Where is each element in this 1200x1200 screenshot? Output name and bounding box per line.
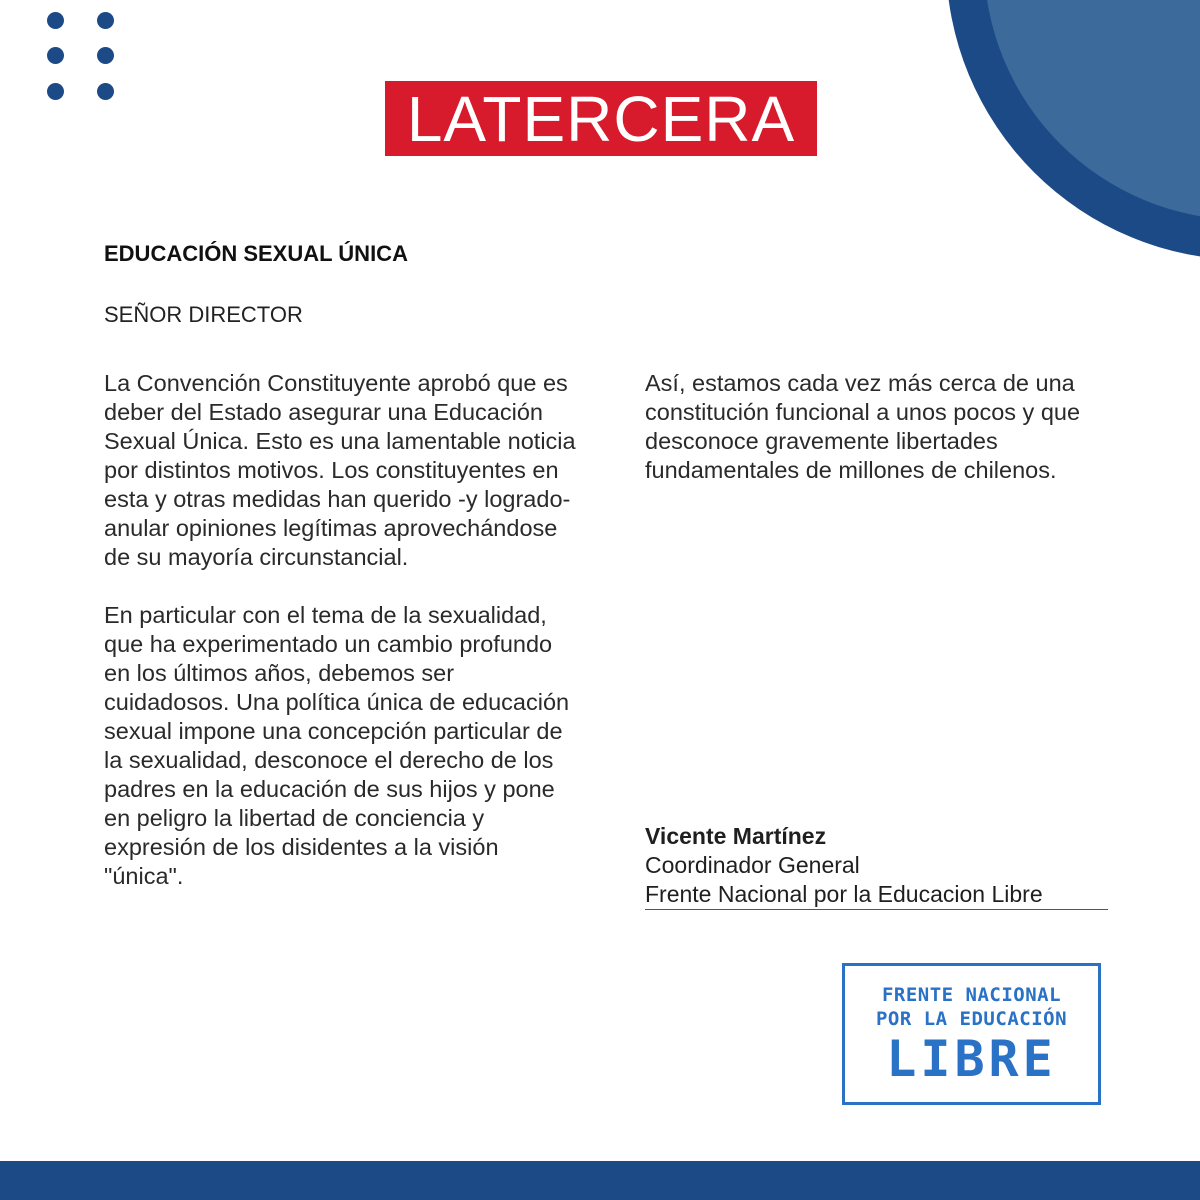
letter-paragraph: En particular con el tema de la sexualidad, que ha experimentado un cambio profundo en los últimos años, debemos ser cuidadosos. Una política única de educación sexual impone una concepción particular de la sexualidad, desconoce el derecho de los padres en la educación de sus hijos y pone en peligro la libertad de conciencia y expresión de los disidentes a la visión "única". <box>104 602 570 889</box>
footer-bar <box>0 1161 1200 1200</box>
signature-block <box>645 822 1108 910</box>
dot <box>47 12 64 29</box>
dot <box>97 83 114 100</box>
badge-line-2: POR LA EDUCACIÓN <box>875 1008 1068 1030</box>
letter-column-left <box>104 369 584 891</box>
signature-name: Vicente Martínez <box>645 823 827 849</box>
organization-badge <box>842 963 1101 1105</box>
letter-paragraph: La Convención Constituyente aprobó que es deber del Estado asegurar una Educación Sexual Única. Esto es una lamentable noticia por distintos motivos. Los constituyentes en esta y otras medidas han querido -y logrado- anular opiniones legítimas aprovechándose de su mayoría circunstancial. <box>104 370 576 570</box>
letter-headline: EDUCACIÓN SEXUAL ÚNICA <box>104 241 408 266</box>
newspaper-logo: LATERCERA <box>385 81 817 156</box>
dot <box>47 47 64 64</box>
letter-column-right <box>645 369 1125 485</box>
signature-organization: Frente Nacional por la Educacion Libre <box>645 881 1043 907</box>
dot <box>47 83 64 100</box>
letter-paragraph: Así, estamos cada vez más cerca de una constitución funcional a unos pocos y que desconoce gravemente libertades fundamentales de millones de chilenos. <box>645 370 1081 483</box>
dot <box>97 12 114 29</box>
signature-title: Coordinador General <box>645 852 860 878</box>
dot <box>97 47 114 64</box>
badge-line-1: FRENTE NACIONAL <box>881 984 1062 1006</box>
letter-salutation: SEÑOR DIRECTOR <box>104 302 303 327</box>
badge-line-3: LIBRE <box>886 1030 1057 1088</box>
